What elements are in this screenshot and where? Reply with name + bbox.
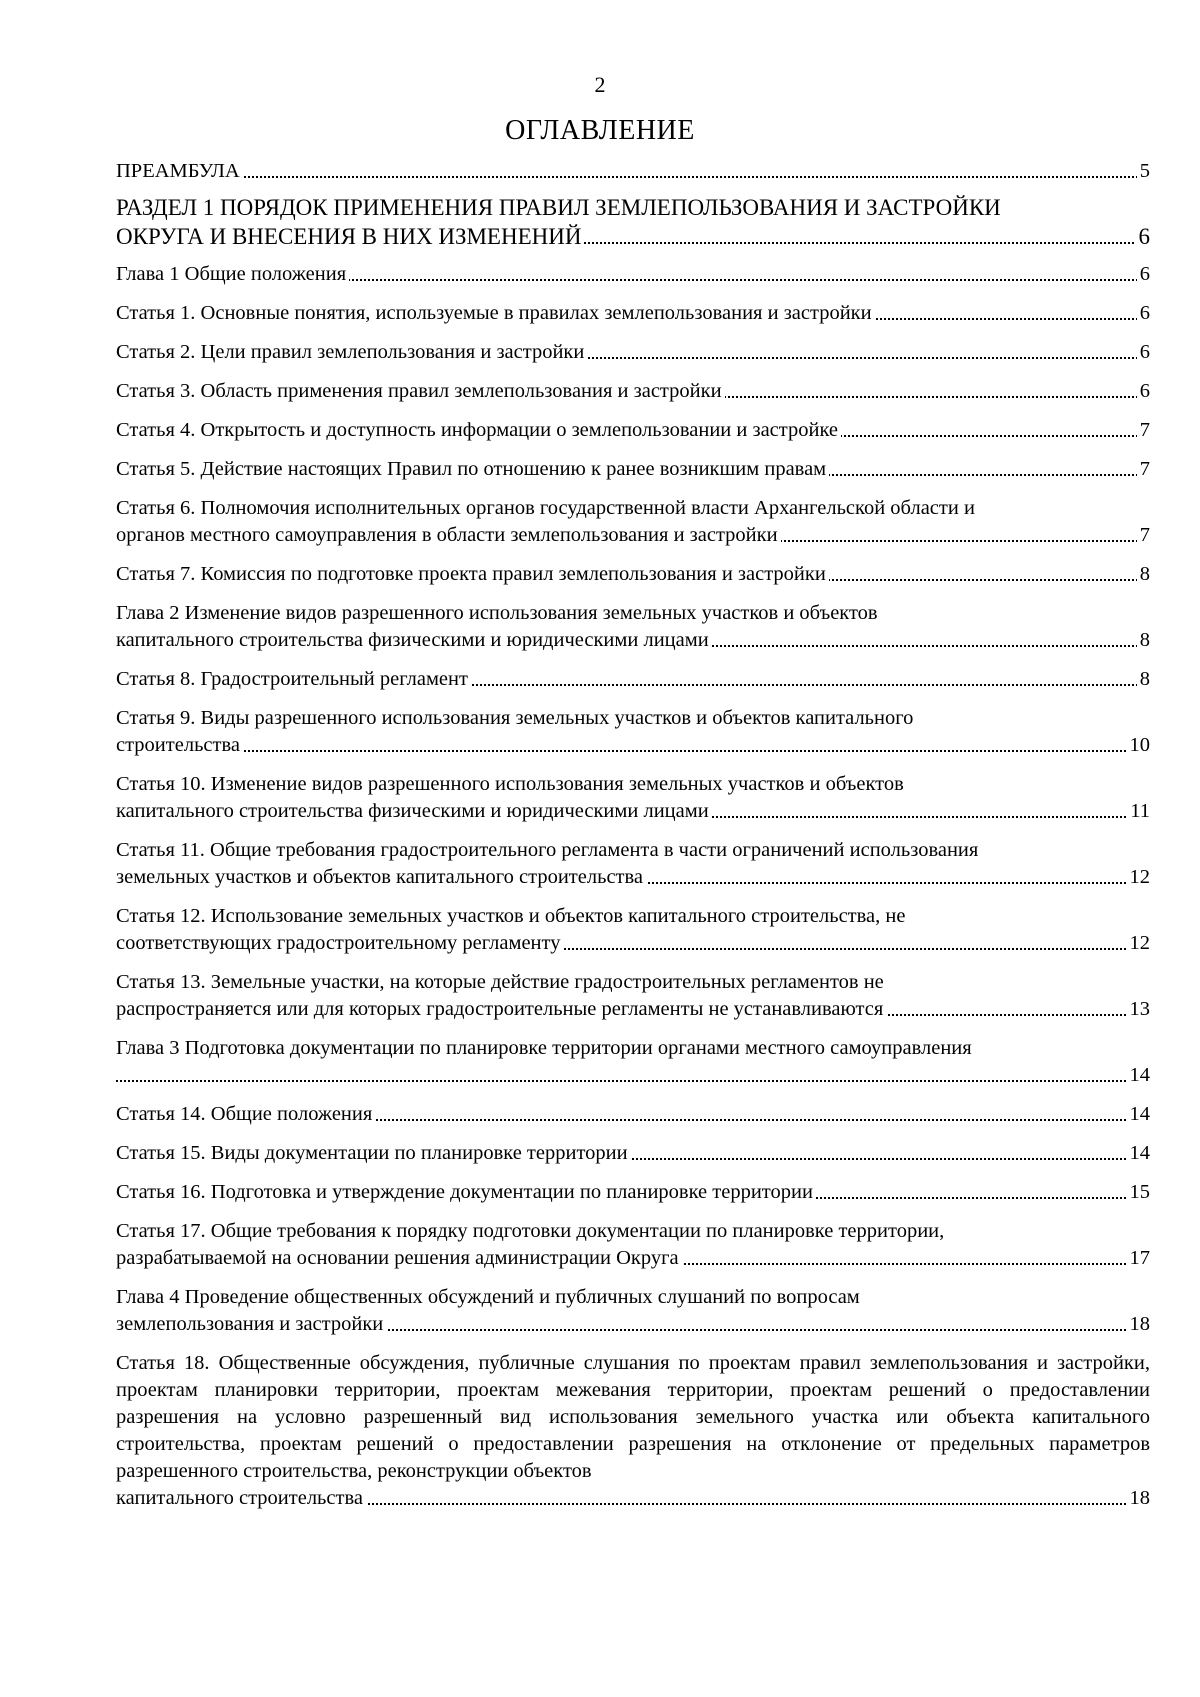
toc-entry-text: капитального строительства физическими и юридическими лицами [116,800,712,822]
toc-entry-article-9[interactable] [116,705,1150,759]
toc-entry-text: Статья 13. Земельные участки, на которые действие градостроительных регламентов не [116,971,884,993]
toc-entry-text: Статья 7. Комиссия по подготовке проекта правил землепользования и застройки [116,563,829,585]
toc-page-number: 18 [1127,1485,1151,1512]
toc-entry-chapter-1[interactable] [116,261,1150,288]
toc-entry-text: Статья 18. Общественные обсуждения, публичные слушания по проектам правил землепользования и застройки, проектам планировки территории, проектам межевания территории, проектам решений о предоставлении разрешения на условно разрешенный вид использования земельного участка или объекта капитального строительства, проектам решений о предоставлении разрешения на отклонение от предельных параметров разрешенного строительства, реконструкции объектов [116,1352,1150,1482]
toc-page-number: 18 [1127,1311,1151,1338]
toc-entry-chapter-3[interactable] [116,1035,1150,1089]
toc-page-number: 8 [1137,561,1150,588]
toc-entry-text: Статья 4. Открытость и доступность информации о землепользовании и застройке [116,419,841,441]
toc-entry-article-14[interactable] [116,1101,1150,1128]
toc-entry-text: земельных участков и объектов капитального строительства [116,866,646,888]
toc-page-number: 10 [1127,732,1151,759]
toc-page-number: 11 [1127,798,1150,825]
toc-entry-article-11[interactable] [116,837,1150,891]
toc-entry-text: капитального строительства [116,1487,366,1509]
toc-entry-article-2[interactable] [116,339,1150,366]
toc-page-number: 14 [1127,1101,1151,1128]
toc-entry-text: Статья 10. Изменение видов разрешенного использования земельных участков и объектов [116,773,904,795]
toc-entry-text: соответствующих градостроительному регламенту [116,932,563,954]
toc-entry-text: Статья 17. Общие требования к порядку подготовки документации по планировке территории, [116,1220,945,1242]
toc-entry-text: Глава 4 Проведение общественных обсуждений и публичных слушаний по вопросам [116,1286,860,1308]
page-number: 2 [594,72,606,97]
toc-page-number: 6 [1136,222,1151,251]
toc-entry-article-4[interactable] [116,417,1150,444]
toc-page-number: 13 [1127,996,1151,1023]
toc-entry-article-10[interactable] [116,771,1150,825]
toc-page-number: 6 [1137,378,1150,405]
toc-entry-text: органов местного самоуправления в области землепользования и застройки [116,524,781,546]
toc-entry-article-18[interactable] [116,1350,1150,1512]
toc-entry-text: Статья 12. Использование земельных участков и объектов капитального строительства, не [116,905,906,927]
toc-entry-text: Статья 6. Полномочия исполнительных органов государственной власти Архангельской области и [116,497,975,519]
toc-entry-text: разрабатываемой на основании решения администрации Округа [116,1247,682,1269]
toc-entry-article-8[interactable] [116,666,1150,693]
toc-page-number: 6 [1137,339,1150,366]
toc-entry-article-1[interactable] [116,300,1150,327]
toc-page-number: 12 [1127,864,1151,891]
toc-entry-text: Статья 16. Подготовка и утверждение документации по планировке территории [116,1181,816,1203]
toc-page-number: 5 [1137,158,1150,185]
toc-entry-chapter-2[interactable] [116,600,1150,654]
toc-page-number: 7 [1137,417,1150,444]
toc-page-number: 14 [1127,1140,1151,1167]
toc-page-number: 12 [1127,930,1151,957]
toc-entry-text: Глава 2 Изменение видов разрешенного использования земельных участков и объектов [116,602,878,624]
toc-entry-preamble[interactable] [116,158,1150,185]
table-of-contents [116,158,1150,1524]
toc-entry-text: строительства [116,734,243,756]
toc-entry-section-1[interactable] [116,193,1150,251]
toc-entry-article-3[interactable] [116,378,1150,405]
toc-entry-text: Глава 1 Общие положения [116,263,349,285]
toc-entry-text: Статья 2. Цели правил землепользования и застройки [116,341,587,363]
toc-entry-article-12[interactable] [116,903,1150,957]
toc-entry-text: Статья 1. Основные понятия, используемые в правилах землепользования и застройки [116,302,875,324]
toc-page-number: 7 [1137,522,1150,549]
toc-entry-text: Статья 11. Общие требования градостроительного регламента в части ограничений использования [116,839,979,861]
toc-entry-article-6[interactable] [116,495,1150,549]
toc-entry-text: Статья 15. Виды документации по планировке территории [116,1142,631,1164]
toc-entry-article-7[interactable] [116,561,1150,588]
toc-entry-article-13[interactable] [116,969,1150,1023]
toc-entry-article-16[interactable] [116,1179,1150,1206]
toc-entry-text: РАЗДЕЛ 1 ПОРЯДОК ПРИМЕНЕНИЯ ПРАВИЛ ЗЕМЛЕПОЛЬЗОВАНИЯ И ЗАСТРОЙКИ [116,195,1001,220]
toc-entry-article-15[interactable] [116,1140,1150,1167]
toc-page-number: 6 [1137,261,1150,288]
toc-entry-text: Статья 14. Общие положения [116,1103,375,1125]
toc-page-number: 8 [1137,666,1150,693]
toc-entry-text: капитального строительства физическими и юридическими лицами [116,629,712,651]
toc-entry-text: распространяется или для которых градостроительные регламенты не устанавливаются [116,998,886,1020]
toc-entry-chapter-4[interactable] [116,1284,1150,1338]
toc-entry-text: ПРЕАМБУЛА [116,160,243,182]
toc-title: ОГЛАВЛЕНИЕ [505,115,695,146]
toc-entry-article-17[interactable] [116,1218,1150,1272]
toc-page-number: 8 [1137,627,1150,654]
toc-page-number: 15 [1127,1179,1151,1206]
toc-entry-text: землепользования и застройки [116,1313,386,1335]
toc-entry-text: Статья 8. Градостроительный регламент [116,668,471,690]
toc-page-number: 7 [1137,456,1150,483]
toc-entry-text: Глава 3 Подготовка документации по планировке территории органами местного самоуправления [116,1037,972,1059]
toc-entry-text: Статья 5. Действие настоящих Правил по отношению к ранее возникшим правам [116,458,829,480]
toc-entry-article-5[interactable] [116,456,1150,483]
toc-entry-text: Статья 9. Виды разрешенного использования земельных участков и объектов капитального [116,707,914,729]
toc-page-number: 6 [1137,300,1150,327]
toc-entry-text: Статья 3. Область применения правил землепользования и застройки [116,380,725,402]
toc-page-number: 17 [1127,1245,1151,1272]
toc-page-number: 14 [1127,1062,1151,1089]
toc-entry-text: ОКРУГА И ВНЕСЕНИЯ В НИХ ИЗМЕНЕНИЙ [116,224,584,249]
